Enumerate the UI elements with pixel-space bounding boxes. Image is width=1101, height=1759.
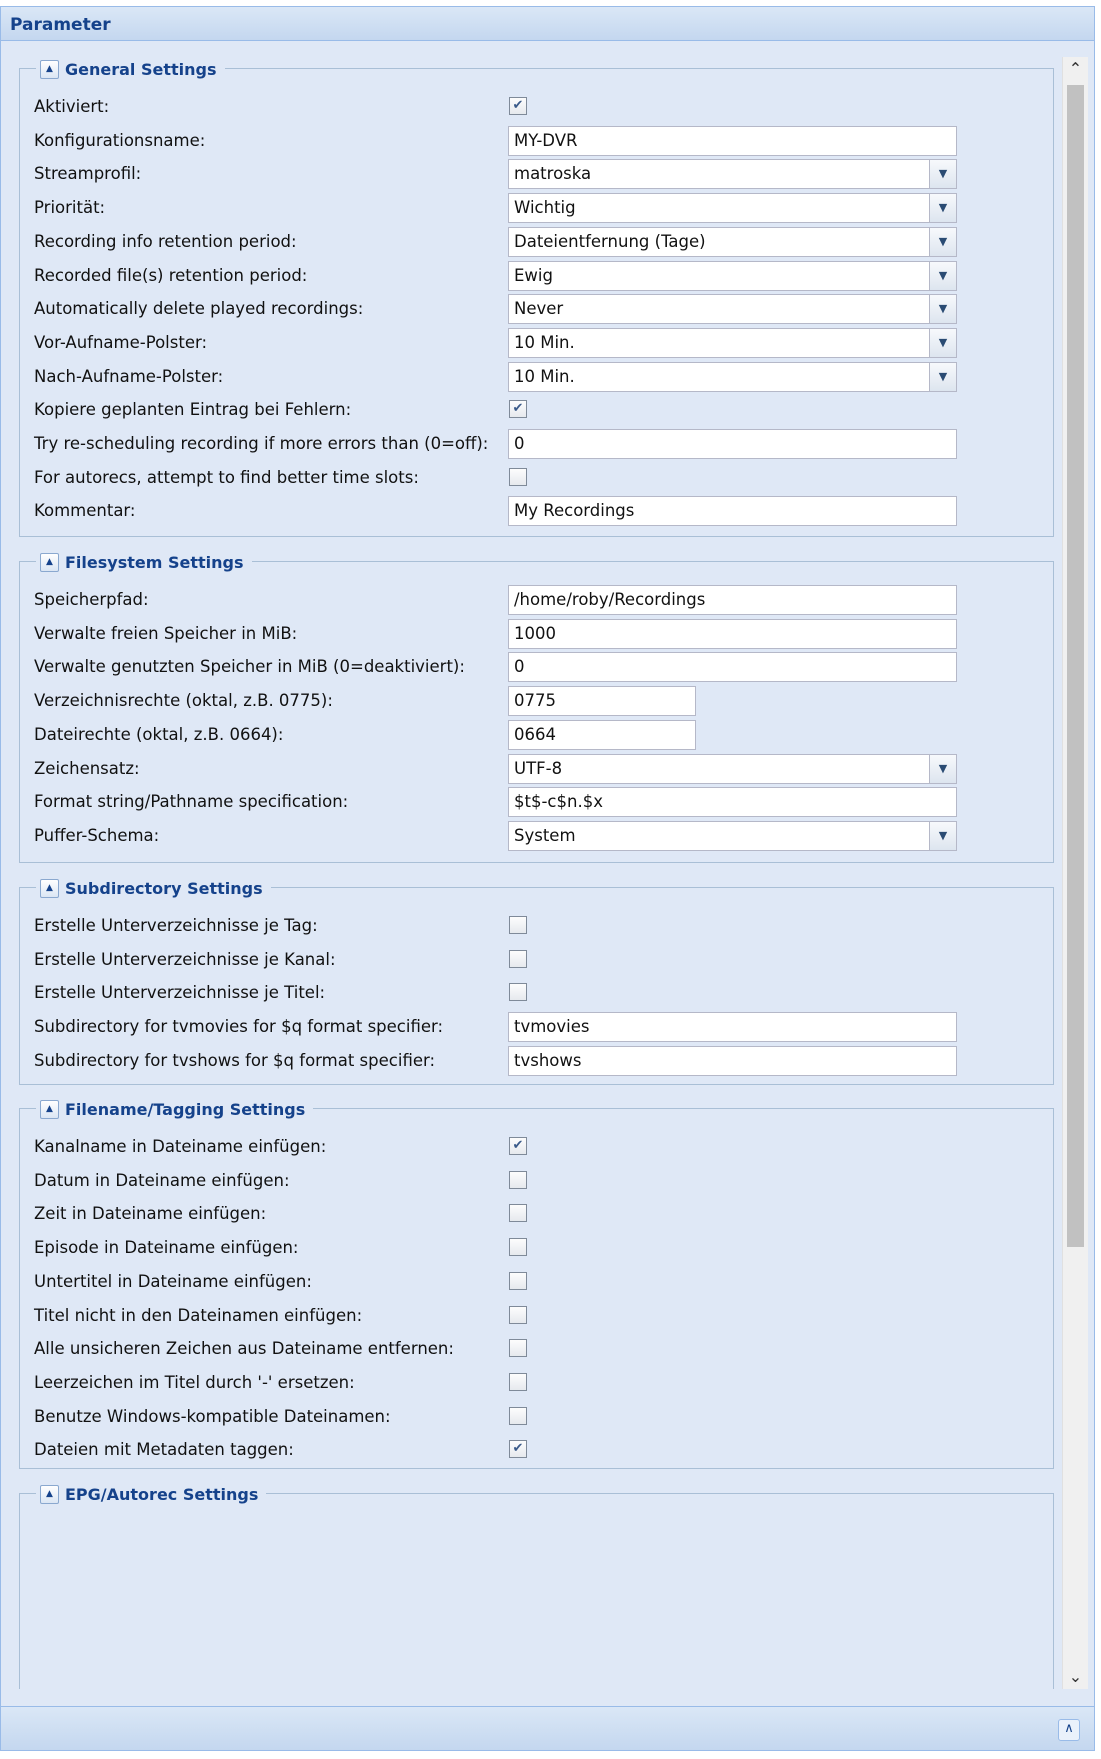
- field-label: Erstelle Unterverzeichnisse je Tag:: [34, 916, 318, 935]
- benutze-windows-kompatible-dateinamen-checkbox[interactable]: [509, 1407, 527, 1425]
- field-label: Try re-scheduling recording if more errors than (0=off):: [34, 434, 489, 453]
- vertical-scrollbar[interactable]: [1062, 57, 1088, 1689]
- field-label: Automatically delete played recordings:: [34, 299, 364, 319]
- form-row-subdirectory-for-tvmovies-for-q-format-specifier: [34, 1012, 1034, 1042]
- checkmark-icon: ✔: [512, 401, 524, 417]
- checkmark-icon: ✔: [512, 1441, 524, 1457]
- form-row-format-string-pathname-specification: [34, 787, 1034, 817]
- konfigurationsname-input[interactable]: MY-DVR: [508, 126, 957, 156]
- field-label: Kommentar:: [34, 501, 136, 521]
- automatically-delete-played-recordings-select[interactable]: [508, 294, 957, 324]
- form-row-verwalte-freien-speicher-in-mib: [34, 619, 1034, 649]
- parameter-panel: [0, 6, 1095, 1716]
- form-row-kommentar: [34, 496, 1034, 526]
- chevron-down-icon[interactable]: ▼: [929, 228, 956, 256]
- form-row-leerzeichen-im-titel-durch-ersetzen: [34, 1368, 1034, 1398]
- select-value: UTF-8: [514, 758, 563, 778]
- vor-aufname-polster-select[interactable]: [508, 328, 957, 358]
- field-label: Zeit in Dateiname einfügen:: [34, 1204, 267, 1224]
- chevron-down-icon[interactable]: ▼: [929, 262, 956, 290]
- section-title: General Settings: [65, 59, 217, 79]
- form-row-for-autorecs-attempt-to-find-better-time-slots: [34, 463, 1034, 493]
- form-row-aktiviert: [34, 92, 1034, 122]
- checkmark-icon: ✔: [512, 1138, 524, 1153]
- fieldset-filesystem-settings: [19, 552, 1054, 863]
- subdirectory-for-tvshows-for-q-format-specifier-input[interactable]: tvshows: [508, 1046, 957, 1076]
- form-row-verwalte-genutzten-speicher-in-mib-0-deaktiviert: [34, 652, 1034, 682]
- section-legend: [36, 549, 252, 575]
- select-value: matroska: [514, 164, 592, 184]
- untertitel-in-dateiname-einf-gen-checkbox[interactable]: [509, 1272, 527, 1290]
- section-title: Filesystem Settings: [65, 552, 244, 572]
- checkmark-icon: ✔: [512, 98, 524, 113]
- section-legend: [36, 1096, 313, 1122]
- form-row-verzeichnisrechte-oktal-z-b-0775: [34, 686, 1034, 716]
- chevron-up-icon[interactable]: ▲: [40, 553, 59, 572]
- chevron-down-icon[interactable]: ▼: [929, 329, 956, 357]
- form-row-kanalname-in-dateiname-einf-gen: [34, 1132, 1034, 1162]
- for-autorecs-attempt-to-find-better-time-slots-checkbox[interactable]: [509, 468, 527, 486]
- field-label: Speicherpfad:: [34, 590, 149, 609]
- field-label: Alle unsicheren Zeichen aus Dateiname entfernen:: [34, 1339, 454, 1359]
- field-label: Konfigurationsname:: [34, 130, 206, 150]
- chevron-down-icon[interactable]: ▼: [929, 822, 956, 850]
- form-row-automatically-delete-played-recordings: [34, 294, 1034, 324]
- erstelle-unterverzeichnisse-je-titel-checkbox[interactable]: [509, 983, 527, 1001]
- form-row-erstelle-unterverzeichnisse-je-kanal: [34, 945, 1034, 975]
- field-label: For autorecs, attempt to find better time slots:: [34, 467, 419, 487]
- form-row-dateirechte-oktal-z-b-0664: [34, 720, 1034, 750]
- select-value: Ewig: [514, 265, 553, 285]
- chevron-down-icon[interactable]: ▼: [929, 160, 956, 188]
- field-label: Dateirechte (oktal, z.B. 0664):: [34, 724, 284, 744]
- verwalte-genutzten-speicher-in-mib-0-deaktiviert-input[interactable]: 0: [508, 652, 957, 682]
- fieldset-general-settings: [19, 59, 1054, 537]
- chevron-down-icon[interactable]: ▼: [929, 295, 956, 323]
- scroll-up-icon[interactable]: ⌃: [1068, 59, 1083, 78]
- field-label: Format string/Pathname specification:: [34, 792, 349, 812]
- select-value: Wichtig: [514, 198, 576, 218]
- field-label: Subdirectory for tvmovies for $q format specifier:: [34, 1017, 444, 1037]
- field-label: Priorität:: [34, 198, 106, 218]
- titel-nicht-in-den-dateinamen-einf-gen-checkbox[interactable]: [509, 1306, 527, 1324]
- field-label: Kanalname in Dateiname einfügen:: [34, 1137, 327, 1156]
- form-row-try-re-scheduling-recording-if-more-errors-than-0-off: [34, 429, 1034, 459]
- verwalte-freien-speicher-in-mib-input[interactable]: 1000: [508, 619, 957, 649]
- field-label: Datum in Dateiname einfügen:: [34, 1170, 290, 1190]
- field-label: Puffer-Schema:: [34, 825, 160, 845]
- format-string-pathname-specification-input[interactable]: $t$-c$n.$x: [508, 787, 957, 817]
- leerzeichen-im-titel-durch-ersetzen-checkbox[interactable]: [509, 1373, 527, 1391]
- chevron-up-icon[interactable]: ▲: [40, 879, 59, 898]
- field-label: Subdirectory for tvshows for $q format specifier:: [34, 1050, 436, 1070]
- section-title: EPG/Autorec Settings: [65, 1484, 259, 1504]
- select-value: Never: [514, 299, 564, 319]
- form-row-alle-unsicheren-zeichen-aus-dateiname-entfernen: [34, 1334, 1034, 1364]
- field-label: Recording info retention period:: [34, 231, 297, 251]
- field-label: Erstelle Unterverzeichnisse je Titel:: [34, 983, 326, 1003]
- subdirectory-for-tvmovies-for-q-format-specifier-input[interactable]: tvmovies: [508, 1012, 957, 1042]
- field-label: Verwalte genutzten Speicher in MiB (0=deaktiviert):: [34, 657, 465, 677]
- kommentar-input[interactable]: My Recordings: [508, 496, 957, 526]
- form-row-recording-info-retention-period: [34, 227, 1034, 257]
- section-legend: [36, 875, 271, 901]
- form-row-benutze-windows-kompatible-dateinamen: [34, 1402, 1034, 1432]
- erstelle-unterverzeichnisse-je-tag-checkbox[interactable]: [509, 916, 527, 934]
- section-legend: [36, 56, 225, 82]
- priorit-t-select[interactable]: [508, 193, 957, 223]
- form-row-streamprofil: [34, 159, 1034, 189]
- form-row-speicherpfad: [34, 585, 1034, 615]
- alle-unsicheren-zeichen-aus-dateiname-entfernen-checkbox[interactable]: [509, 1339, 527, 1357]
- fieldset-filename-tagging-settings: [19, 1099, 1054, 1469]
- select-value: System: [514, 825, 576, 845]
- field-label: Erstelle Unterverzeichnisse je Kanal:: [34, 949, 336, 969]
- field-label: Verzeichnisrechte (oktal, z.B. 0775):: [34, 691, 333, 711]
- scroll-down-icon[interactable]: ⌄: [1068, 1667, 1083, 1686]
- select-value: 10 Min.: [514, 366, 575, 386]
- field-label: Leerzeichen im Titel durch '-' ersetzen:: [34, 1372, 355, 1392]
- form-row-dateien-mit-metadaten-taggen: [34, 1435, 1034, 1465]
- dateirechte-oktal-z-b-0664-input[interactable]: 0664: [508, 720, 696, 750]
- dateien-mit-metadaten-taggen-checkbox[interactable]: [509, 1440, 527, 1458]
- try-re-scheduling-recording-if-more-errors-than-0-off-input[interactable]: 0: [508, 429, 957, 459]
- form-row-puffer-schema: [34, 821, 1034, 851]
- field-label: Verwalte freien Speicher in MiB:: [34, 623, 298, 643]
- form-row-kopiere-geplanten-eintrag-bei-fehlern: [34, 395, 1034, 425]
- aktiviert-checkbox[interactable]: [509, 97, 527, 115]
- fieldset-epg-autorec-settings: [19, 1484, 1054, 1689]
- form-row-datum-in-dateiname-einf-gen: [34, 1166, 1034, 1196]
- recorded-file-s-retention-period-select[interactable]: [508, 261, 957, 291]
- field-label: Recorded file(s) retention period:: [34, 265, 308, 285]
- chevron-up-icon[interactable]: ▲: [40, 60, 59, 79]
- section-title: Filename/Tagging Settings: [65, 1099, 306, 1119]
- erstelle-unterverzeichnisse-je-kanal-checkbox[interactable]: [509, 950, 527, 968]
- form-row-erstelle-unterverzeichnisse-je-tag: [34, 911, 1034, 941]
- datum-in-dateiname-einf-gen-checkbox[interactable]: [509, 1171, 527, 1189]
- form-row-titel-nicht-in-den-dateinamen-einf-gen: [34, 1301, 1034, 1331]
- form-row-priorit-t: [34, 193, 1034, 223]
- select-value: 10 Min.: [514, 332, 575, 352]
- field-label: Dateien mit Metadaten taggen:: [34, 1440, 294, 1460]
- chevron-down-icon[interactable]: ▼: [929, 755, 956, 783]
- panel-body: [2, 41, 1093, 1689]
- form-row-recorded-file-s-retention-period: [34, 261, 1034, 291]
- kanalname-in-dateiname-einf-gen-checkbox[interactable]: [509, 1137, 527, 1155]
- episode-in-dateiname-einf-gen-checkbox[interactable]: [509, 1238, 527, 1256]
- nach-aufname-polster-select[interactable]: [508, 362, 957, 392]
- field-label: Episode in Dateiname einfügen:: [34, 1238, 299, 1258]
- form-row-episode-in-dateiname-einf-gen: [34, 1233, 1034, 1263]
- form-row-vor-aufname-polster: [34, 328, 1034, 358]
- recording-info-retention-period-select[interactable]: [508, 227, 957, 257]
- field-label: Kopiere geplanten Eintrag bei Fehlern:: [34, 400, 352, 420]
- field-label: Untertitel in Dateiname einfügen:: [34, 1271, 312, 1291]
- form-row-zeichensatz: [34, 754, 1034, 784]
- fieldset-subdirectory-settings: [19, 878, 1054, 1085]
- field-label: Nach-Aufname-Polster:: [34, 366, 224, 386]
- form-row-nach-aufname-polster: [34, 362, 1034, 392]
- panel-title: Parameter: [10, 15, 111, 35]
- field-label: Titel nicht in den Dateinamen einfügen:: [34, 1305, 363, 1325]
- field-label: Zeichensatz:: [34, 758, 140, 778]
- streamprofil-select[interactable]: [508, 159, 957, 189]
- chevron-down-icon[interactable]: ▼: [929, 363, 956, 391]
- form-row-untertitel-in-dateiname-einf-gen: [34, 1267, 1034, 1297]
- panel-footer: [0, 1706, 1095, 1751]
- scrollbar-thumb[interactable]: [1067, 85, 1084, 1247]
- zeichensatz-select[interactable]: [508, 754, 957, 784]
- section-legend: [36, 1481, 266, 1507]
- form-row-zeit-in-dateiname-einf-gen: [34, 1199, 1034, 1229]
- field-label: Benutze Windows-kompatible Dateinamen:: [34, 1406, 391, 1426]
- form-row-konfigurationsname: [34, 126, 1034, 156]
- kopiere-geplanten-eintrag-bei-fehlern-checkbox[interactable]: [509, 400, 527, 418]
- form-row-erstelle-unterverzeichnisse-je-titel: [34, 978, 1034, 1008]
- form-row-subdirectory-for-tvshows-for-q-format-specifier: [34, 1046, 1034, 1076]
- speicherpfad-input[interactable]: /home/roby/Recordings: [508, 585, 957, 615]
- chevron-up-icon[interactable]: ▲: [40, 1100, 59, 1119]
- chevron-up-icon[interactable]: ▲: [40, 1485, 59, 1504]
- verzeichnisrechte-oktal-z-b-0775-input[interactable]: 0775: [508, 686, 696, 716]
- chevron-down-icon[interactable]: ▼: [929, 194, 956, 222]
- zeit-in-dateiname-einf-gen-checkbox[interactable]: [509, 1204, 527, 1222]
- field-label: Vor-Aufname-Polster:: [34, 332, 208, 352]
- double-chevron-up-icon[interactable]: ∧: [1058, 1719, 1080, 1741]
- puffer-schema-select[interactable]: [508, 821, 957, 851]
- field-label: Streamprofil:: [34, 164, 142, 184]
- select-value: Dateientfernung (Tage): [514, 231, 706, 251]
- section-title: Subdirectory Settings: [65, 878, 263, 898]
- field-label: Aktiviert:: [34, 97, 110, 116]
- panel-header: [1, 7, 1094, 41]
